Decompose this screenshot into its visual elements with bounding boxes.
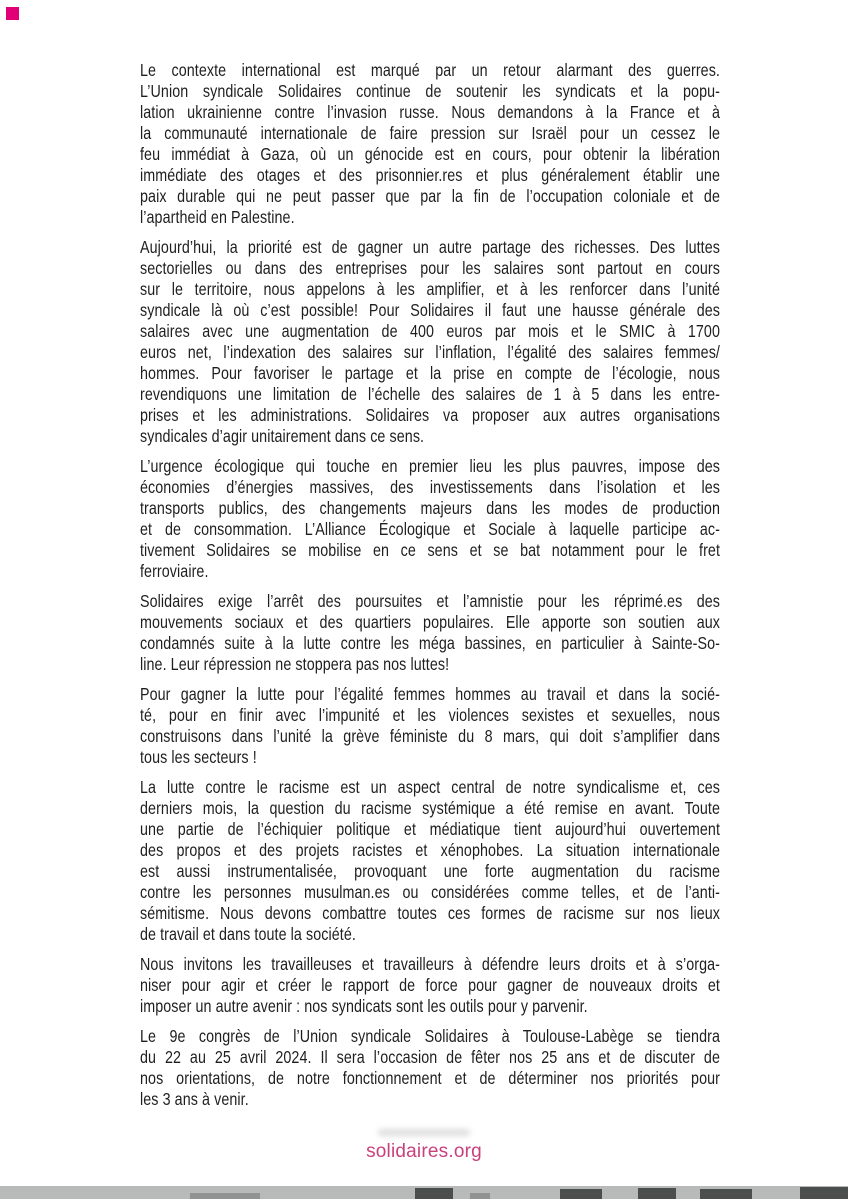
text-line: et de consommation. L’Alliance Écologique et Sociale à laquelle participe ac-: [140, 519, 720, 539]
text-line: L’urgence écologique qui touche en premier lieu les plus pauvres, impose des: [140, 456, 720, 476]
text-line: transports publics, des changements majeurs dans les modes de production: [140, 498, 720, 518]
text-line: une partie de l’échiquier politique et médiatique tient aujourd’hui ouvertement: [140, 819, 720, 839]
text-line: sémitisme. Nous devons combattre toutes ces formes de racisme sur nos lieux: [140, 903, 720, 923]
text-line: derniers mois, la question du racisme systémique a été remise en avant. Toute: [140, 798, 720, 818]
text-line: prises et les administrations. Solidaires va proposer aux autres organisations: [140, 405, 720, 425]
text-line: la communauté internationale de faire pression sur Israël pour un cessez le: [140, 123, 720, 143]
cropped-strip-mark: [415, 1188, 453, 1199]
cropped-strip-mark: [560, 1189, 602, 1199]
text-line: euros net, l’indexation des salaires sur l’inflation, l’égalité des salaires femmes/: [140, 342, 720, 362]
text-line: Pour gagner la lutte pour l’égalité femmes hommes au travail et dans la socié-: [140, 684, 720, 704]
paragraph-3: [140, 456, 720, 582]
text-line: nos orientations, de notre fonctionnement et de déterminer nos priorités pour: [140, 1068, 720, 1088]
text-line: lation ukrainienne contre l’invasion russe. Nous demandons à la France et à: [140, 102, 720, 122]
text-line: niser pour agir et créer le rapport de force pour gagner de nouveaux droits et: [140, 975, 720, 995]
text-line: té, pour en finir avec l’impunité et les violences sexistes et sexuelles, nous: [140, 705, 720, 725]
text-line: mouvements sociaux et des quartiers populaires. Elle apporte son soutien aux: [140, 612, 720, 632]
paragraph-5: [140, 684, 720, 768]
cropped-brand-square: [6, 7, 19, 20]
text-line: construisons dans l’unité la grève féministe du 8 mars, qui doit s’amplifier dans: [140, 726, 720, 746]
document-page: [140, 60, 720, 1110]
text-line: salaires avec une augmentation de 400 euros par mois et le SMIC à 1700: [140, 321, 720, 341]
text-line: Aujourd’hui, la priorité est de gagner un autre partage des richesses. Des luttes: [140, 237, 720, 257]
paragraph-2: [140, 237, 720, 447]
text-line: tous les secteurs !: [140, 747, 257, 767]
text-line: paix durable qui ne peut passer que par la fin de l’occupation coloniale et de: [140, 186, 720, 206]
text-line: l’apartheid en Palestine.: [140, 207, 295, 227]
cropped-strip-mark: [190, 1193, 260, 1199]
text-line: syndicales d’agir unitairement dans ce sens.: [140, 426, 425, 446]
paragraph-1: [140, 60, 720, 228]
text-line: des propos et des projets racistes et xénophobes. La situation internationale: [140, 840, 720, 860]
cropped-next-page-strip: [0, 1186, 848, 1199]
text-line: contre les personnes musulman.es ou considérées comme telles, et de l’anti-: [140, 882, 720, 902]
text-line: du 22 au 25 avril 2024. Il sera l’occasion de fêter nos 25 ans et de discuter de: [140, 1047, 720, 1067]
paragraph-4: [140, 591, 720, 675]
cropped-strip-mark: [700, 1189, 752, 1199]
text-line: hommes. Pour favoriser le partage et la prise en compte de l’écologie, nous: [140, 363, 720, 383]
cropped-strip-mark: [638, 1188, 676, 1199]
text-line: de travail et dans toute la société.: [140, 924, 356, 944]
text-line: ferroviaire.: [140, 561, 209, 581]
text-line: immédiate des otages et des prisonnier.res et plus généralement établir une: [140, 165, 720, 185]
text-line: revendiquons une limitation de l’échelle des salaires de 1 à 5 dans les entre-: [140, 384, 720, 404]
text-line: syndicale là où c’est possible! Pour Solidaires il faut une hausse générale des: [140, 300, 720, 320]
text-line: line. Leur répression ne stoppera pas nos luttes!: [140, 654, 450, 674]
text-line: feu immédiat à Gaza, où un génocide est en cours, pour obtenir la libération: [140, 144, 720, 164]
paragraph-7: [140, 954, 720, 1017]
text-line: est aussi instrumentalisée, provoquant une forte augmentation du racisme: [140, 861, 720, 881]
text-line: L’Union syndicale Solidaires continue de soutenir les syndicats et la popu-: [140, 81, 720, 101]
text-line: économies d’énergies massives, des investissements dans l’isolation et les: [140, 477, 720, 497]
text-line: La lutte contre le racisme est un aspect central de notre syndicalisme et, ces: [140, 777, 720, 797]
text-line: tivement Solidaires se mobilise en ce sens et se bat notamment pour le fret: [140, 540, 720, 560]
text-line: les 3 ans à venir.: [140, 1089, 249, 1109]
text-line: condamnés suite à la lutte contre les méga bassines, en particulier à Sainte-So-: [140, 633, 720, 653]
body-text: [140, 60, 720, 1110]
text-line: Le contexte international est marqué par un retour alarmant des guerres.: [140, 60, 720, 80]
text-line: Solidaires exige l’arrêt des poursuites et l’amnistie pour les réprimé.es des: [140, 591, 720, 611]
text-line: sur le territoire, nous appelons à les amplifier, et à les renforcer dans l’unité: [140, 279, 720, 299]
text-line: Nous invitons les travailleuses et travailleurs à défendre leurs droits et à s’orga-: [140, 954, 720, 974]
cropped-strip-mark: [800, 1187, 848, 1199]
footer-site-link[interactable]: solidaires.org: [366, 1141, 482, 1162]
paragraph-8: [140, 1026, 720, 1110]
text-line: Le 9e congrès de l’Union syndicale Solidaires à Toulouse-Labège se tiendra: [140, 1026, 720, 1046]
cropped-strip-mark: [470, 1193, 490, 1199]
paragraph-6: [140, 777, 720, 945]
text-line: sectorielles ou dans des entreprises pour les salaires sont partout en cours: [140, 258, 720, 278]
text-line: imposer un autre avenir : nos syndicats sont les outils pour y parvenir.: [140, 996, 588, 1016]
scan-artifact-smudge: [378, 1129, 470, 1136]
